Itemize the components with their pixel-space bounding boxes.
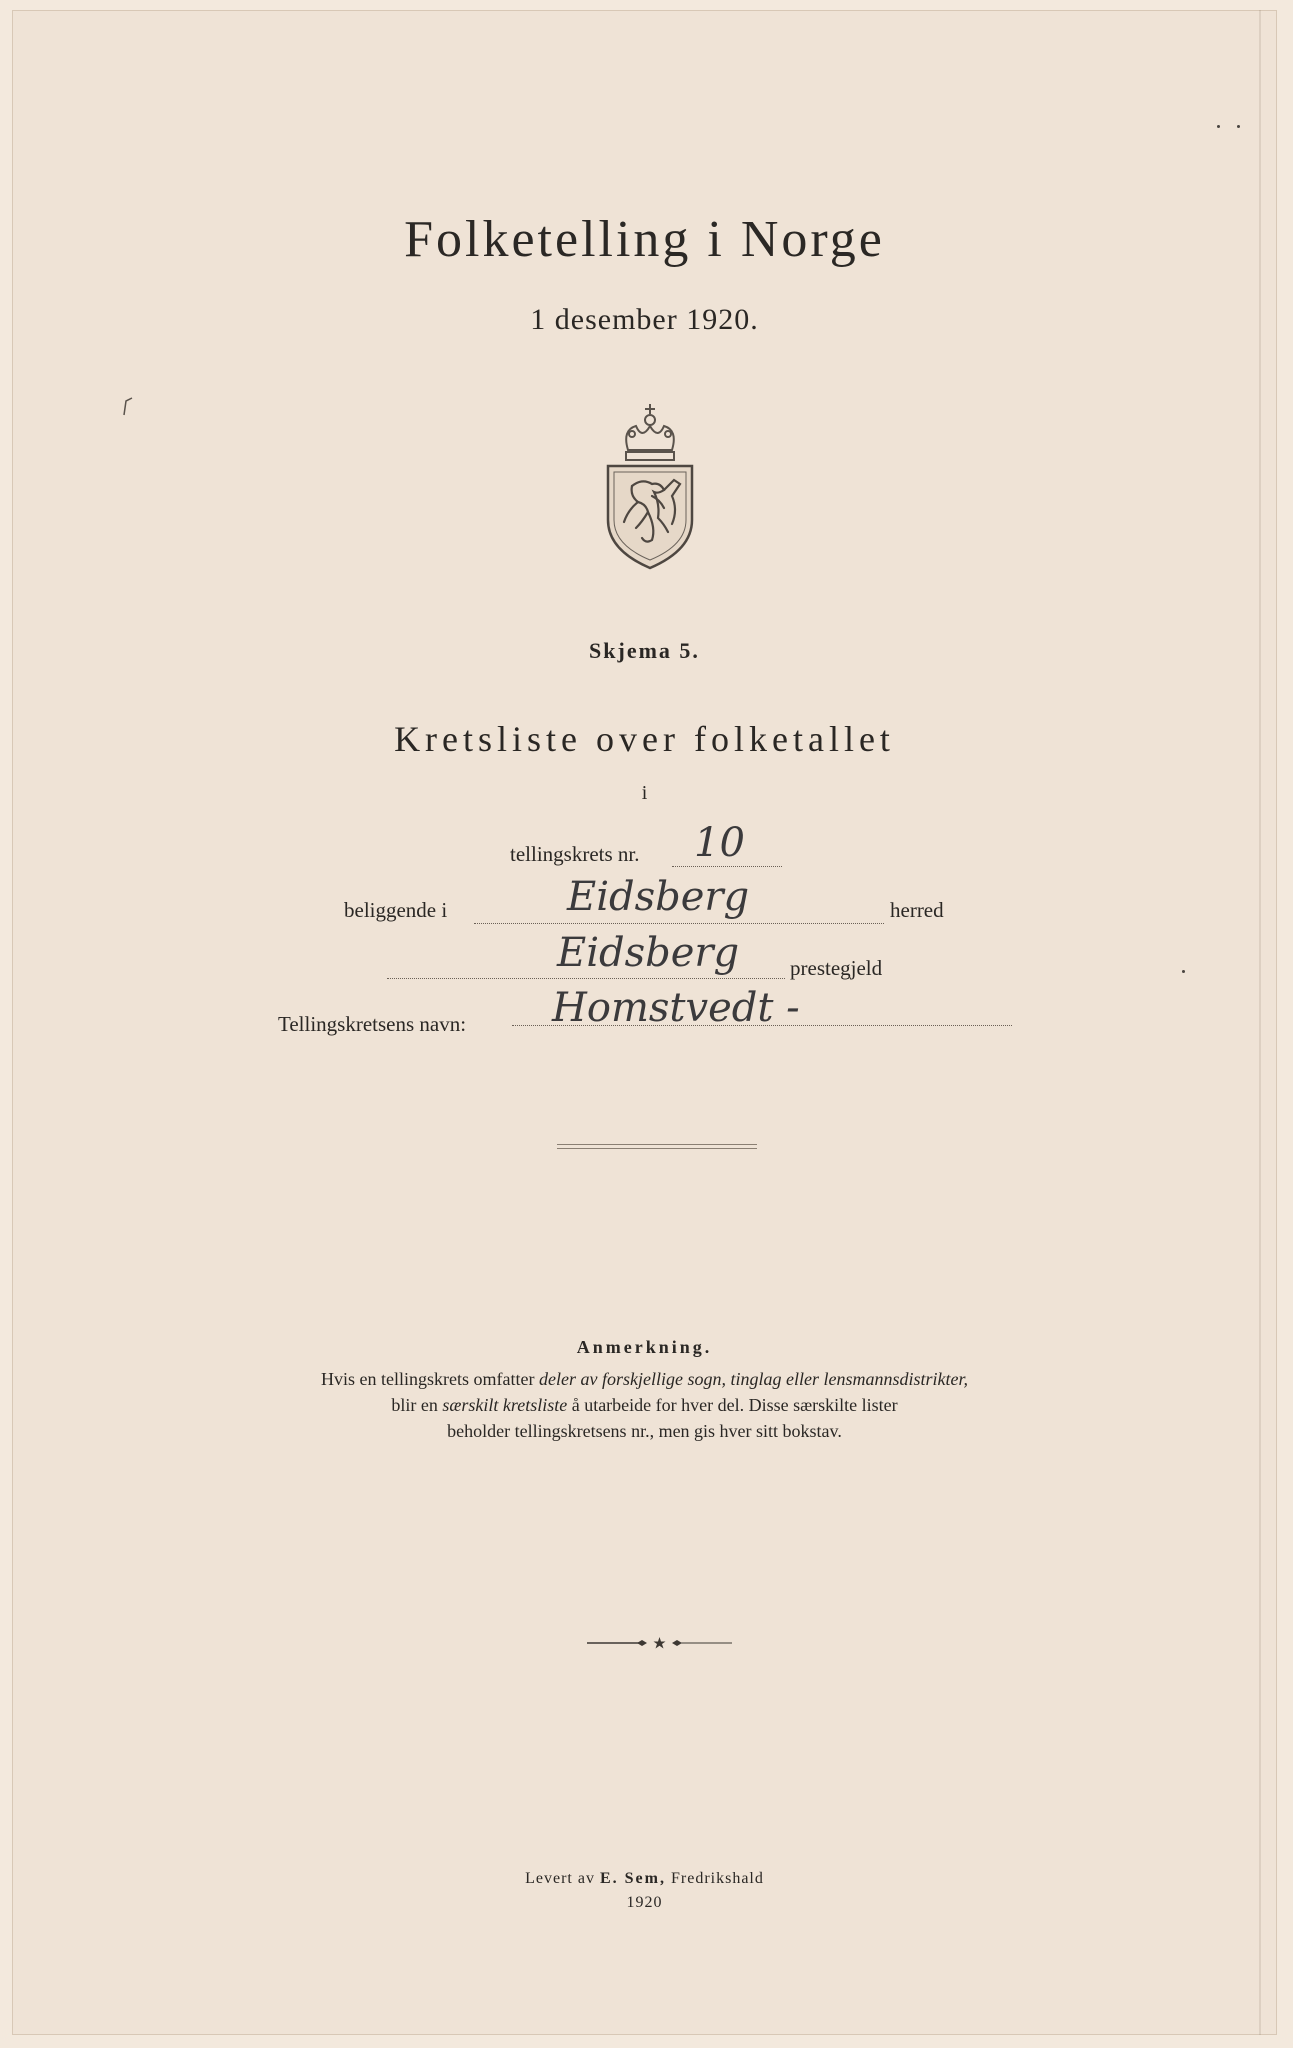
kretsnavn-field[interactable]: Homstvedt - (552, 985, 800, 1031)
note-line-2-text-a: blir en (391, 1395, 443, 1415)
prestegjeld-label: prestegjeld (790, 956, 883, 980)
note-line-2-text-b: å utarbeide for hver del. Disse særskilte lister (567, 1395, 898, 1415)
star-divider-icon (587, 1635, 732, 1651)
printer-place: Fredrikshald (665, 1870, 764, 1887)
connector-word: i (641, 782, 648, 804)
tellingskrets-line (672, 866, 782, 867)
coat-of-arms-icon (602, 400, 698, 570)
note-heading: Anmerkning. (576, 1337, 713, 1357)
form-subtitle: Kretsliste over folketallet (394, 719, 895, 759)
prestegjeld-line (387, 978, 785, 979)
note-line-1-emphasis: deler av forskjellige sogn, tinglag eller lensmannsdistrikter, (539, 1369, 968, 1389)
kretsnavn-label: Tellingskretsens navn: (278, 1012, 467, 1036)
schema-number: Skjema 5. (589, 638, 700, 663)
printer-name: E. Sem, (599, 1870, 666, 1887)
note-line-3: beholder tellingskretsens nr., men gis hver sitt bokstav. (447, 1421, 842, 1441)
census-date: 1 desember 1920. (530, 303, 759, 336)
tellingskrets-label: tellingskrets nr. (510, 842, 640, 866)
note-line-2 (12, 1395, 1277, 1416)
printer-credit (12, 1870, 1277, 1888)
herred-field[interactable]: Eidsberg (567, 874, 750, 920)
beliggende-line (474, 923, 884, 924)
beliggende-label: beliggende i (344, 898, 448, 922)
tellingskrets-number-field[interactable]: 10 (694, 820, 745, 866)
note-line-2-emphasis: særskilt kretsliste (442, 1395, 568, 1415)
section-divider (557, 1144, 757, 1149)
note-line-1-text: Hvis en tellingskrets omfatter (321, 1369, 539, 1389)
herred-label: herred (890, 898, 944, 922)
paper-speck (1182, 970, 1185, 973)
pencil-mark (120, 395, 134, 417)
paper-speck (1217, 125, 1220, 128)
note-line-1 (12, 1369, 1277, 1390)
prestegjeld-field[interactable]: Eidsberg (557, 930, 740, 976)
census-form-page (12, 10, 1277, 2035)
paper-speck (1237, 125, 1240, 128)
page-title: Folketelling i Norge (404, 211, 885, 268)
print-year: 1920 (626, 1894, 663, 1911)
printer-credit-prefix: Levert av (525, 1870, 600, 1887)
